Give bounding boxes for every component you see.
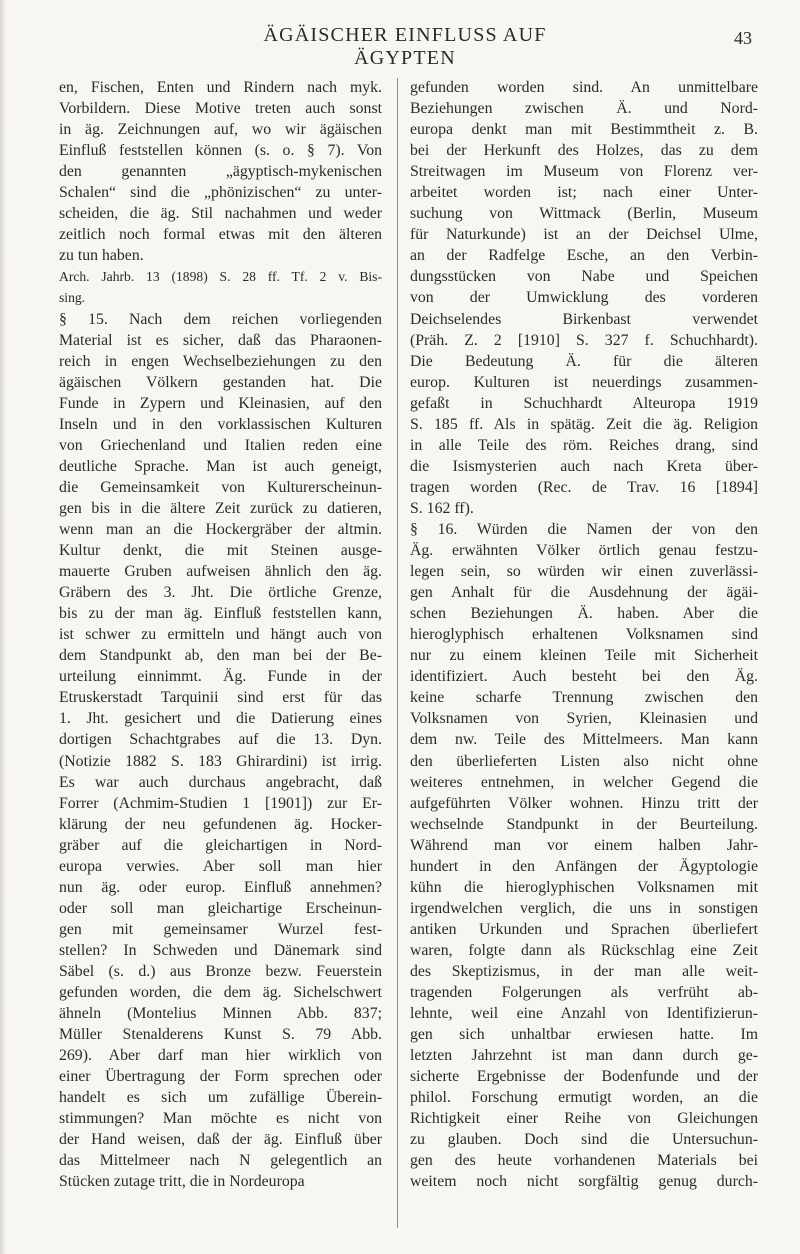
right-column-line: an der Radfelge Esche, an den Verbin- <box>410 247 758 265</box>
right-column-line: Die Bedeutung Ä. für die älteren <box>410 352 758 370</box>
right-column-line: wechselnde Standpunkt in der Beurteilung. <box>410 815 758 833</box>
right-column-line: dem nw. Teile des Mittelmeers. Man kann <box>410 731 758 749</box>
right-column-line: tragenden Folgerungen als verfrüht ab- <box>410 984 758 1002</box>
left-column-line: Arch. Jahrb. 13 (1898) S. 28 ff. Tf. 2 v. Bis- <box>59 269 382 285</box>
right-column-line: suchung von Wittmack (Berlin, Museum <box>410 205 758 223</box>
left-column-line: Stücken zutage tritt, die in Nordeuropa <box>59 1173 305 1191</box>
right-column-line: waren, folgte dann als Rückschlag eine Zeit <box>410 941 758 959</box>
right-column-line: lehnte, weil eine Anzahl von Identifizierun- <box>410 1005 758 1023</box>
left-column-line: sing. <box>59 290 86 306</box>
right-column-line: gefunden worden sind. An unmittelbare <box>410 79 758 96</box>
left-column-line: zu tun haben. <box>59 247 144 265</box>
left-column-line: zeitlich noch formal etwas mit den älteren <box>59 226 382 244</box>
left-column-line: klärung der neu gefundenen äg. Hocker- <box>59 815 382 833</box>
left-column-line: scheiden, die äg. Stil nachahmen und weder <box>59 205 382 223</box>
left-column-line: 269). Aber darf man hier wirklich von <box>59 1047 382 1065</box>
right-column-line: von der Umwicklung des vorderen <box>410 289 758 307</box>
left-column-line: dem Standpunkt ab, den man bei der Be- <box>59 647 382 665</box>
right-column-line: Äg. erwähnten Völker örtlich genau festzu- <box>410 542 758 560</box>
right-column-line: weiteres entnehmen, in welcher Gegend die <box>410 773 758 791</box>
right-column-line: arbeitet worden ist; nach einer Unter- <box>410 184 758 202</box>
left-column-line: en, Fischen, Enten und Rindern nach myk. <box>59 79 382 96</box>
right-column-line: S. 162 ff). <box>410 499 474 517</box>
right-column-line: Streitwagen im Museum von Florenz ver- <box>410 163 758 181</box>
left-column-line: bis zu der man äg. Einfluß feststellen kann, <box>59 605 382 623</box>
page-number: 43 <box>734 28 752 48</box>
right-column-line: (Präh. Z. 2 [1910] S. 327 f. Schuchhardt). <box>410 331 758 349</box>
right-column-line: nur zu einem kleinen Teile mit Sicherheit <box>410 647 758 665</box>
left-column-line: gen bis in die ältere Zeit zurück zu datieren, <box>59 499 382 517</box>
left-column-line: stimmungen? Man möchte es nicht von <box>59 1110 382 1128</box>
left-column-line: nun äg. oder europ. Einfluß annehmen? <box>59 878 382 896</box>
right-column-line: hundert in den Anfängen der Ägyptologie <box>410 857 758 875</box>
left-column-line: gräber auf die gleichartigen in Nord- <box>59 836 382 854</box>
right-column-line: schen Beziehungen Ä. haben. Aber die <box>410 605 758 623</box>
left-column-line: in äg. Zeichnungen auf, wo wir ägäischen <box>59 121 382 139</box>
column-divider <box>397 78 398 1228</box>
right-column-line: antiken Urkunden und Sprachen überliefert <box>410 920 758 938</box>
left-column-line: ägäischen Völkern gestanden hat. Die <box>59 373 382 391</box>
left-column-line: Material ist es sicher, daß das Pharaonen- <box>59 331 382 349</box>
left-column-line: Einfluß feststellen können (s. o. § 7). Von <box>59 142 382 160</box>
right-column-line: § 16. Würden die Namen der von den <box>410 520 758 538</box>
right-column-line: kühn die hieroglyphischen Volksnamen mit <box>410 878 758 896</box>
left-column-line: reich in engen Wechselbeziehungen zu den <box>59 352 382 370</box>
right-column-line: legen sein, so würden wir einen zuverlässi- <box>410 563 758 581</box>
right-column-line: irgendwelchen verglich, die uns in sonstigen <box>410 899 758 917</box>
right-column-line: aufgeführten Völker wohnen. Hinzu tritt der <box>410 794 758 812</box>
left-column-line: § 15. Nach dem reichen vorliegenden <box>59 310 382 328</box>
left-column-line: den genannten „ägyptisch-mykenischen <box>59 163 382 181</box>
left-column-line: europa verwies. Aber soll man hier <box>59 857 382 875</box>
right-column-line: sicherte Ergebnisse der Bodenfunde und der <box>410 1068 758 1086</box>
left-column-line: Etruskerstadt Tarquinii sind erst für das <box>59 689 382 707</box>
left-column-line: mauerte Gruben aufweisen ähnlich den äg. <box>59 563 382 581</box>
left-column-line: gen mit gemeinsamer Wurzel fest- <box>59 920 382 938</box>
left-column-line: ähneln (Montelius Minnen Abb. 837; <box>59 1005 382 1023</box>
right-column-line: gefaßt in Schuchhardt Alteuropa 1919 <box>410 394 758 412</box>
right-column-line: europa denkt man mit Bestimmtheit z. B. <box>410 121 758 139</box>
left-column-line: Gräbern des 3. Jht. Die örtliche Grenze, <box>59 584 382 602</box>
running-head: ÄGÄISCHER EINFLUSS AUF ÄGYPTEN <box>263 24 547 69</box>
right-column-line: den überlieferten Listen also nicht ohne <box>410 752 758 770</box>
left-column <box>59 77 382 1192</box>
left-column-line: Säbel (s. d.) aus Bronze bezw. Feuerstein <box>59 962 382 980</box>
left-column-line: gefunden worden, die dem äg. Sichelschwert <box>59 984 382 1002</box>
right-column-line: gen Anhalt für die Ausdehnung der ägäi- <box>410 584 758 602</box>
left-column-line: Inseln und in den vorklassischen Kulturen <box>59 415 382 433</box>
right-column-line: letzten Jahrzehnt ist man dann durch ge- <box>410 1047 758 1065</box>
right-column-line: weitem noch nicht sorgfältig genug durch- <box>410 1173 758 1191</box>
right-column-line: gen des heute vorhandenen Materials bei <box>410 1152 758 1170</box>
left-column-line: der Hand weisen, daß der äg. Einfluß über <box>59 1131 382 1149</box>
right-column-line: die Isismysterien auch nach Kreta über- <box>410 457 758 475</box>
left-column-line: Schalen“ sind die „phönizischen“ zu unter- <box>59 184 382 202</box>
right-column-line: Beziehungen zwischen Ä. und Nord- <box>410 100 758 118</box>
right-column-line: identifiziert. Auch besteht bei den Äg. <box>410 668 758 686</box>
page-binding-edge <box>0 0 6 1254</box>
left-column-line: handelt es sich um zufällige Überein- <box>59 1089 382 1107</box>
left-column-line: stellen? In Schweden und Dänemark sind <box>59 941 382 959</box>
left-column-line: das Mittelmeer nach N gelegentlich an <box>59 1152 382 1170</box>
left-column-line: von Griechenland und Italien reden eine <box>59 436 382 454</box>
left-column-line: oder soll man gleichartige Erscheinun- <box>59 899 382 917</box>
right-column-line: Richtigkeit einer Reihe von Gleichungen <box>410 1110 758 1128</box>
left-column-line: Müller Stenalderens Kunst S. 79 Abb. <box>59 1026 382 1044</box>
right-column-line: S. 185 ff. Als in spätäg. Zeit die äg. Religion <box>410 415 758 433</box>
right-column-line: in alle Teile des röm. Reiches drang, sind <box>410 436 758 454</box>
left-column-line: urteilung einnimmt. Äg. Funde in der <box>59 668 382 686</box>
left-column-line: die Gemeinsamkeit von Kulturerscheinun- <box>59 478 382 496</box>
right-column-line: europ. Kulturen ist neuerdings zusammen- <box>410 373 758 391</box>
left-column-line: Forrer (Achmim-Studien 1 [1901]) zur Er- <box>59 794 382 812</box>
left-column-line: einer Übertragung der Form sprechen oder <box>59 1068 382 1086</box>
right-column-line: gen sich unhaltbar erwiesen hatte. Im <box>410 1026 758 1044</box>
right-column-line: bei der Herkunft des Holzes, das zu dem <box>410 142 758 160</box>
right-column-line: zu glauben. Doch sind die Untersuchun- <box>410 1131 758 1149</box>
left-column-line: (Notizie 1882 S. 183 Ghirardini) ist irrig. <box>59 752 382 770</box>
left-column-line: Es war auch durchaus angebracht, daß <box>59 773 382 791</box>
left-column-line: Vorbildern. Diese Motive treten auch sonst <box>59 100 382 118</box>
right-column-line: Während man vor einem halben Jahr- <box>410 836 758 854</box>
right-column-line: keine scharfe Trennung zwischen den <box>410 689 758 707</box>
right-column-line: des Skeptizismus, in der man alle weit- <box>410 962 758 980</box>
right-column-line: hieroglyphisch erhaltenen Volksnamen sind <box>410 626 758 644</box>
left-column-line: deutliche Sprache. Man ist auch geneigt, <box>59 457 382 475</box>
right-column-line: Volksnamen von Syrien, Kleinasien und <box>410 710 758 728</box>
right-column-line: Deichselendes Birkenbast verwendet <box>410 310 758 328</box>
left-column-line: Kultur denkt, die mit Steinen ausge- <box>59 542 382 560</box>
left-column-line: wenn man an die Hockergräber der altmin. <box>59 520 382 538</box>
left-column-line: Funde in Zypern und Kleinasien, auf den <box>59 394 382 412</box>
left-column-line: 1. Jht. gesichert und die Datierung eines <box>59 710 382 728</box>
right-column <box>410 77 758 1192</box>
right-column-line: für Naturkunde) ist an der Deichsel Ulme, <box>410 226 758 244</box>
right-column-line: dungsstücken von Nabe und Speichen <box>410 268 758 286</box>
left-column-line: dortigen Schachtgrabes auf die 13. Dyn. <box>59 731 382 749</box>
right-column-line: philol. Forschung ermutigt worden, an die <box>410 1089 758 1107</box>
right-column-line: tragen worden (Rec. de Trav. 16 [1894] <box>410 478 758 496</box>
left-column-line: ist schwer zu ermitteln und hängt auch von <box>59 626 382 644</box>
